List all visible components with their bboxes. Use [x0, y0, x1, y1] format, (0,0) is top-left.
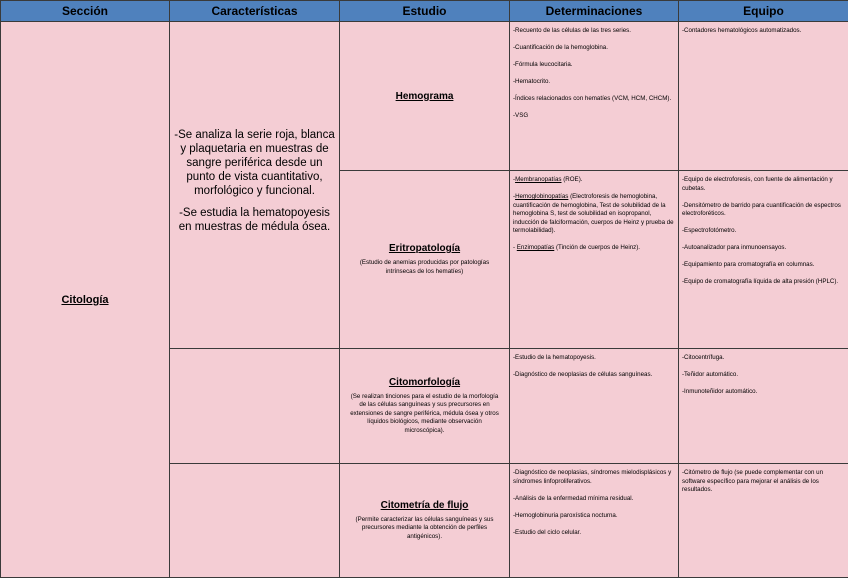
header-estudio: Estudio	[340, 1, 510, 22]
estudio-title: Citometría de flujo	[380, 499, 469, 511]
caracteristica-1: -Se analiza la serie roja, blanca y plaquetaria en muestras de sangre periférica desde un punto de vista cuantitativo, morfológico y funcional.	[174, 129, 335, 197]
list-item: -Contadores hematológicos automatizados.	[682, 27, 802, 34]
caracteristicas-empty-cell	[170, 349, 340, 464]
list-item: -Membranopatías (ROE).	[513, 176, 583, 183]
membranopatias-term: Membranopatías	[515, 176, 562, 183]
list-item: -Espectrofotómetro.	[682, 227, 737, 234]
estudio-cell	[340, 464, 510, 578]
estudio-title: Hemograma	[395, 90, 454, 102]
list-item: -Estudio de la hematopoyesis.	[513, 354, 596, 361]
determinaciones-cell	[510, 171, 679, 349]
caracteristica-2: -Se estudia la hematopoyesis en muestras de médula ósea.	[178, 207, 331, 233]
caracteristicas-empty-cell	[170, 464, 340, 578]
list-item: -Densitómetro de barrido para cuantificación de espectros electroforéticos.	[682, 201, 841, 217]
list-item: -Citómetro de flujo (se puede complementar con un software específico para mejorar el análisis de los resultados.	[682, 469, 824, 493]
determinaciones-cell	[510, 22, 679, 171]
equipo-cell	[679, 464, 848, 578]
equipo-cell	[679, 349, 848, 464]
header-determinaciones: Determinaciones	[510, 1, 679, 22]
list-item: -Recuento de las células de las tres series.	[513, 27, 631, 34]
list-item: -Citocentrífuga.	[682, 354, 725, 361]
estudio-description: (Permite caracterizar las células sanguíneas y sus precursores mediante la obtención de perfiles antigénicos).	[355, 515, 494, 540]
determinaciones-cell	[510, 349, 679, 464]
table-row	[1, 22, 848, 171]
list-item: -Índices relacionados con hematíes (VCM, HCM, CHCM).	[513, 95, 672, 102]
estudio-description: (Estudio de anemias producidas por patologías intrínsecas de los hematíes)	[359, 259, 490, 275]
estudio-title: Eritropatología	[388, 243, 461, 254]
list-item: -Hemoglobinuria paroxística nocturna.	[513, 511, 618, 519]
hemoglobinopatias-term: Hemoglobinopatías	[515, 193, 569, 200]
list-item: - Enzimopatías (Tinción de cuerpos de Heinz).	[513, 244, 641, 251]
list-item: -Autoanalizador para inmunoensayos.	[682, 244, 787, 251]
list-item: -Estudio del ciclo celular.	[513, 528, 582, 536]
estudio-description: (Se realizan tinciones para el estudio de la morfología de las células sanguíneas y sus precursores en extensiones de sangre periférica, médula ósea y otros líquidos biológicos, mediante observación microscópica).	[350, 392, 499, 434]
header-caracteristicas: Características	[170, 1, 340, 22]
list-item: -Diagnóstico de neoplasias de células sanguíneas.	[513, 371, 653, 378]
list-item: -Equipamiento para cromatografía en columnas.	[682, 261, 815, 268]
list-item: -Fórmula leucocitaria.	[513, 61, 573, 68]
enzimopatias-term: Enzimopatías	[516, 244, 555, 251]
list-item: -Inmunoteñidor automático.	[682, 388, 758, 395]
determinaciones-cell	[510, 464, 679, 578]
list-item: -Teñidor automático.	[682, 371, 739, 378]
header-row	[1, 1, 848, 22]
estudio-cell	[340, 349, 510, 464]
list-item: -Análisis de la enfermedad mínima residual.	[513, 494, 634, 502]
list-item: -Hemoglobinopatías (Electroforesis de hemoglobina, cuantificación de hemoglobina, Test de solubilidad de la hemoglobina S, test de solubilidad en isopropanol, inducción de falciformación, cuerpos de Heinz y prueba de termolabilidad).	[513, 193, 674, 234]
estudio-cell	[340, 22, 510, 171]
list-item: -Diagnóstico de neoplasias, síndromes mielodisplásicos y síndromes linfoproliferativos.	[513, 469, 672, 485]
list-item: -Equipo de cromatografía líquida de alta presión (HPLC).	[682, 278, 839, 285]
section-cell: Citología	[1, 22, 170, 578]
equipo-cell	[679, 22, 848, 171]
header-seccion: Sección	[1, 1, 170, 22]
list-item: -Cuantificación de la hemoglobina.	[513, 44, 608, 51]
list-item: -Equipo de electroforesis, con fuente de alimentación y cubetas.	[682, 176, 833, 192]
list-item: -VSG	[513, 112, 529, 119]
equipo-cell	[679, 171, 848, 349]
list-item: -Hematocrito.	[513, 78, 551, 85]
caracteristicas-cell	[170, 22, 340, 349]
estudio-title: Citomorfología	[388, 376, 461, 388]
estudio-cell	[340, 171, 510, 349]
header-equipo: Equipo	[679, 1, 848, 22]
